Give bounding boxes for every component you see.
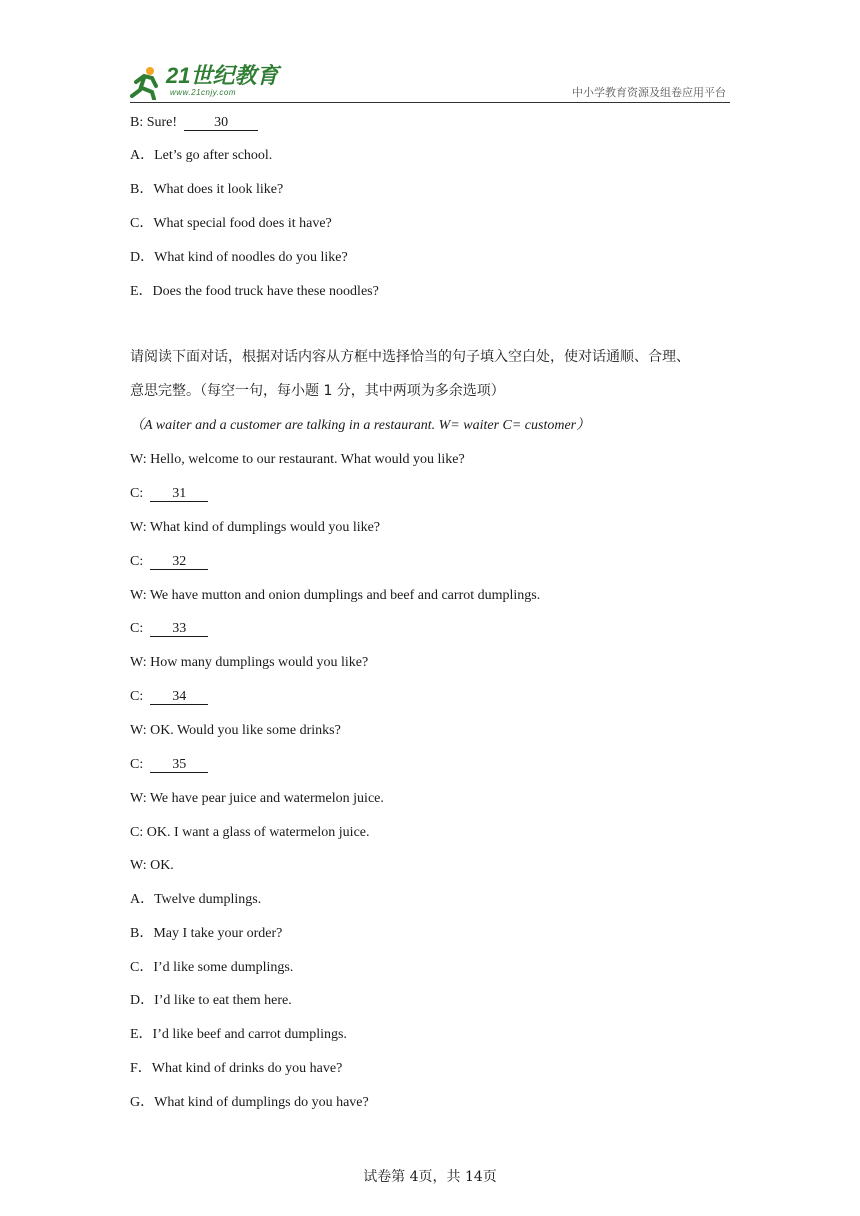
option-item: D．I’d like to eat them here.: [130, 993, 292, 1008]
dialog-line-c: [130, 756, 208, 774]
dialog1-b-line: [130, 114, 258, 132]
page-footer: 试卷第 4页，共 14页: [363, 1169, 497, 1185]
option-item: B．What does it look like?: [130, 182, 284, 197]
instruction-line-2: 意思完整。（每空一句，每小题 1 分，其中两项为多余选项）: [130, 383, 505, 399]
option-item: F．What kind of drinks do you have?: [130, 1061, 343, 1076]
runner-logo-icon: [130, 66, 162, 100]
option-item: D．What kind of noodles do you like?: [130, 250, 348, 265]
dialog-line-c: [130, 553, 208, 571]
dialog-line: W: OK. Would you like some drinks?: [130, 723, 341, 738]
option-item: B．May I take your order?: [130, 926, 283, 941]
answer-blank-31[interactable]: 31: [150, 486, 208, 502]
option-item: E．Does the food truck have these noodles?: [130, 284, 379, 299]
dialog-line: W: We have mutton and onion dumplings and beef and carrot dumplings.: [130, 588, 541, 603]
logo-url: www.21cnjy.com: [170, 88, 236, 97]
speaker-label: C:: [130, 486, 144, 501]
option-item: E．I’d like beef and carrot dumplings.: [130, 1027, 347, 1042]
answer-blank-33[interactable]: 33: [150, 621, 208, 637]
dialog-line: W: What kind of dumplings would you like?: [130, 520, 381, 535]
option-item: C．I’d like some dumplings.: [130, 960, 294, 975]
answer-blank-34[interactable]: 34: [150, 689, 208, 705]
option-item: G．What kind of dumplings do you have?: [130, 1095, 369, 1110]
platform-label: 中小学教育资源及组卷应用平台: [572, 86, 726, 99]
speaker-label: C:: [130, 554, 144, 569]
logo: [130, 64, 290, 100]
dialog-line: W: Hello, welcome to our restaurant. What would you like?: [130, 452, 465, 467]
dialog-line: W: How many dumplings would you like?: [130, 655, 369, 670]
option-item: C．What special food does it have?: [130, 216, 332, 231]
dialog-line: W: We have pear juice and watermelon juice.: [130, 791, 384, 806]
answer-blank-30[interactable]: 30: [184, 115, 258, 131]
answer-blank-32[interactable]: 32: [150, 554, 208, 570]
speaker-label: C:: [130, 621, 144, 636]
option-item: A．Twelve dumplings.: [130, 892, 262, 907]
dialog-line-c: [130, 688, 208, 706]
answer-blank-35[interactable]: 35: [150, 757, 208, 773]
dialog-line: W: OK.: [130, 858, 174, 873]
speaker-label: C:: [130, 689, 144, 704]
dialog-context: （A waiter and a customer are talking in a restaurant. W= waiter C= customer）: [130, 418, 591, 433]
dialog-line: C: OK. I want a glass of watermelon juice.: [130, 825, 370, 840]
speaker-label: C:: [130, 757, 144, 772]
dialog-line-c: [130, 620, 208, 638]
dialog-line-c: [130, 485, 208, 503]
b-line-prefix: B: Sure!: [130, 115, 178, 130]
page-header: [130, 60, 730, 103]
option-item: A．Let’s go after school.: [130, 148, 273, 163]
instruction-line-1: 请阅读下面对话，根据对话内容从方框中选择恰当的句子填入空白处，使对话通顺、合理、: [130, 349, 690, 365]
logo-text: 21世纪教育: [166, 63, 279, 88]
